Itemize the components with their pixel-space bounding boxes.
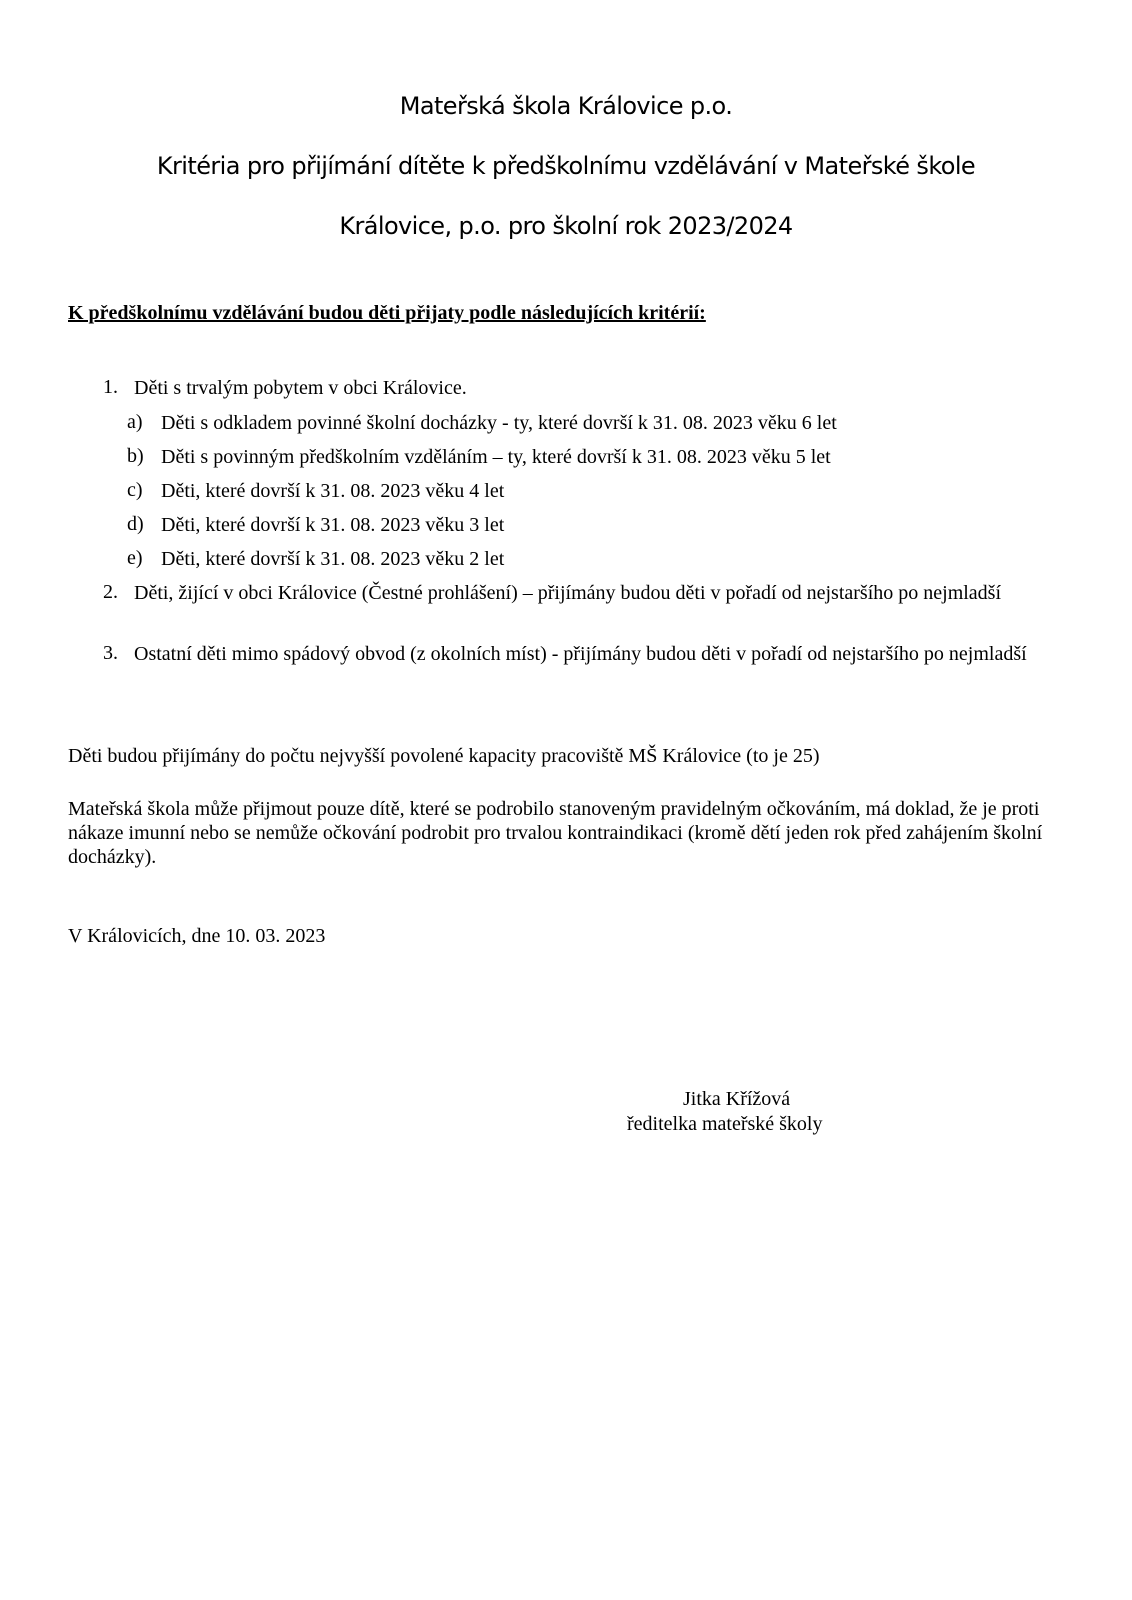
- criterion-1c-marker: c): [127, 479, 143, 501]
- criterion-1d-text: Děti, které dovrší k 31. 08. 2023 věku 3 let: [161, 514, 505, 536]
- criterion-3-text: Ostatní děti mimo spádový obvod (z okolních míst) - přijímány budou děti v pořadí od nejstaršího po nejmladší: [134, 643, 1027, 665]
- capacity-paragraph: Děti budou přijímány do počtu nejvyšší povolené kapacity pracoviště MŠ Královice (to je 25): [68, 745, 820, 767]
- vaccination-paragraph: Mateřská škola může přijmout pouze dítě, které se podrobilo stanoveným pravidelným očkováním, má doklad, že je proti nákaze imunní nebo se nemůže očkování podrobit pro trvalou kontraindikaci (kromě dětí jeden rok před zahájením školní docházky).: [68, 798, 1043, 868]
- criterion-1a-marker: a): [127, 411, 143, 433]
- document-title: Kritéria pro přijímání dítěte k předškolnímu vzdělávání v Mateřské škole: [156, 152, 976, 180]
- criterion-3-marker: 3.: [103, 642, 118, 664]
- signatory-name: Jitka Křížová: [683, 1088, 791, 1110]
- criterion-1-text: Děti s trvalým pobytem v obci Královice.: [134, 377, 467, 399]
- criterion-1-marker: 1.: [103, 376, 118, 398]
- criterion-1b-marker: b): [127, 445, 144, 467]
- criterion-2-marker: 2.: [103, 581, 118, 603]
- criterion-2-text: Děti, žijící v obci Královice (Čestné prohlášení) – přijímány budou děti v pořadí od nejstaršího po nejmladší: [134, 582, 1002, 604]
- criteria-heading: K předškolnímu vzdělávání budou děti přijaty podle následujících kritérií:: [68, 302, 706, 324]
- document-subtitle: Královice, p.o. pro školní rok 2023/2024: [339, 212, 793, 240]
- criterion-1b-text: Děti s povinným předškolním vzděláním – ty, které dovrší k 31. 08. 2023 věku 5 let: [161, 446, 831, 468]
- criterion-1e-text: Děti, které dovrší k 31. 08. 2023 věku 2 let: [161, 548, 505, 570]
- criterion-1c-text: Děti, které dovrší k 31. 08. 2023 věku 4 let: [161, 480, 505, 502]
- school-name-title: Mateřská škola Královice p.o.: [399, 92, 733, 120]
- signatory-role: ředitelka mateřské školy: [627, 1113, 823, 1135]
- criterion-1e-marker: e): [127, 547, 143, 569]
- criterion-1d-marker: d): [127, 513, 144, 535]
- place-and-date: V Královicích, dne 10. 03. 2023: [68, 925, 326, 947]
- criterion-1a-text: Děti s odkladem povinné školní docházky - ty, které dovrší k 31. 08. 2023 věku 6 let: [161, 412, 837, 434]
